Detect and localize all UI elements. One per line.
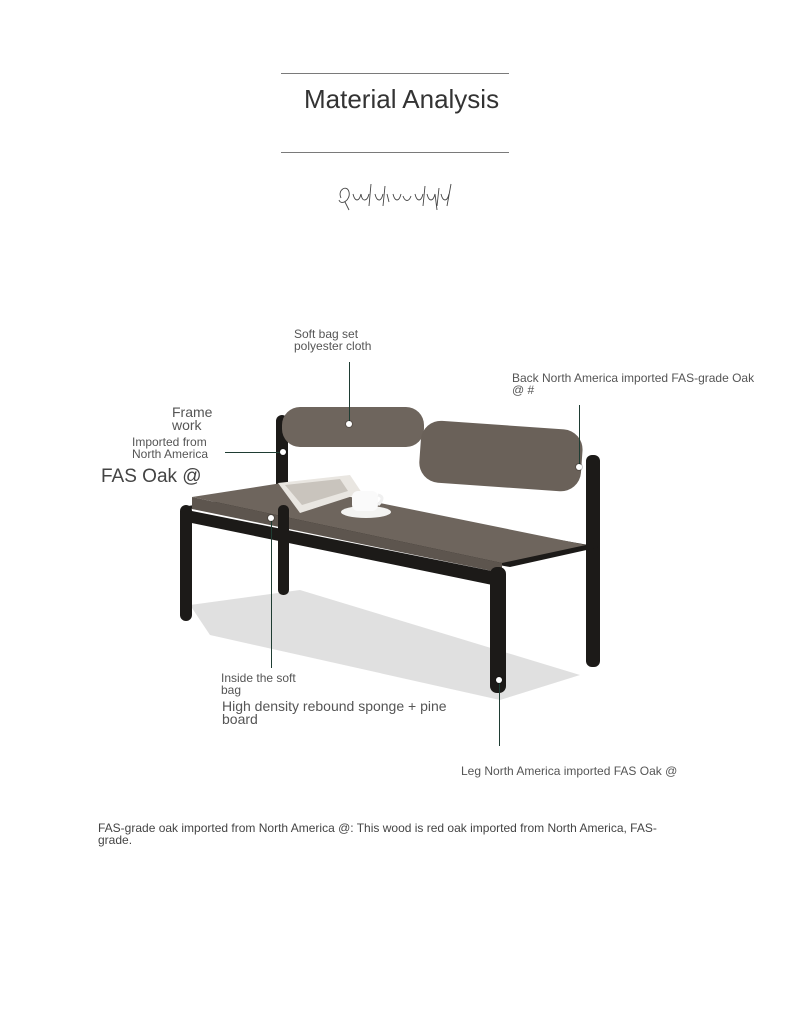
leg-leader bbox=[499, 680, 500, 746]
inside-dot bbox=[268, 515, 274, 521]
label-back: Back North America imported FAS-grade Oak @ # bbox=[512, 371, 755, 397]
header-bottom-rule bbox=[281, 152, 509, 153]
page-title: Material Analysis bbox=[304, 84, 500, 114]
label-inside: Inside the soft bag bbox=[221, 671, 296, 697]
frame-dot bbox=[280, 449, 286, 455]
leg-dot bbox=[496, 677, 502, 683]
signature-logo bbox=[335, 180, 455, 221]
label-leg: Leg North America imported FAS Oak @ bbox=[461, 764, 678, 778]
label-sponge: High density rebound sponge + pine board bbox=[222, 698, 447, 727]
header-top-rule bbox=[281, 73, 509, 74]
soft-bag-dot bbox=[346, 421, 352, 427]
back-dot bbox=[576, 464, 582, 470]
label-frame: Frame work bbox=[172, 404, 213, 433]
frame-leader bbox=[225, 452, 283, 453]
label-imported: Imported from North America bbox=[132, 435, 209, 461]
inside-leader bbox=[271, 520, 272, 668]
soft-bag-leader bbox=[349, 362, 350, 424]
footnote: FAS-grade oak imported from North America @: This wood is red oak imported from North America, FAS- grade. bbox=[98, 821, 657, 847]
label-fas-oak: FAS Oak @ bbox=[101, 466, 202, 487]
back-leader bbox=[579, 405, 580, 465]
label-soft-bag: Soft bag set polyester cloth bbox=[294, 327, 372, 353]
